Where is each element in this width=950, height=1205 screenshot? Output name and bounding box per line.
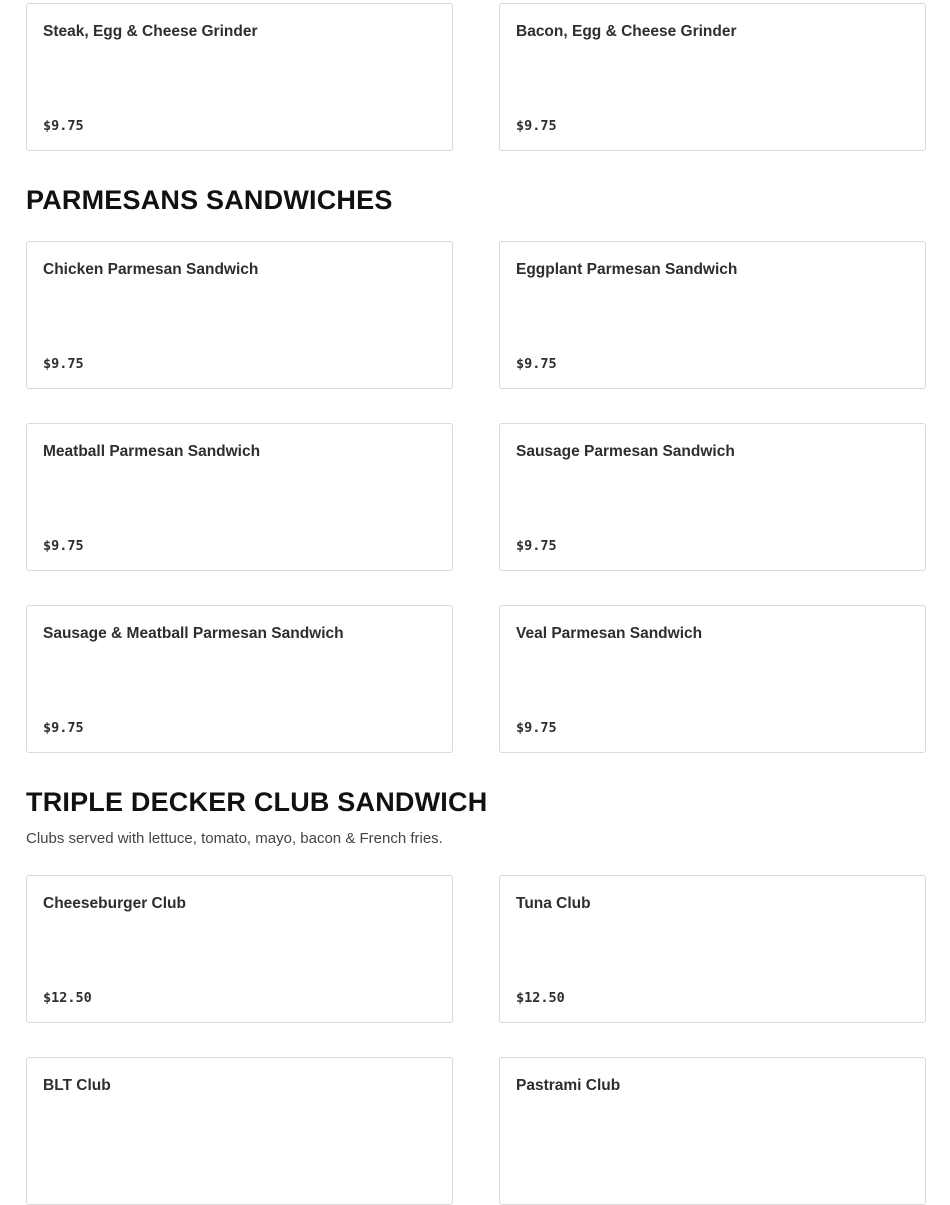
menu-item-price: $9.75 [516, 356, 557, 372]
menu-item-card[interactable] [499, 605, 926, 753]
section-title-club: TRIPLE DECKER CLUB SANDWICH [26, 787, 488, 817]
menu-item-price: $12.50 [516, 990, 565, 1006]
menu-item-price: $9.75 [516, 720, 557, 736]
menu-item-card[interactable] [26, 605, 453, 753]
menu-item-card[interactable] [499, 423, 926, 571]
menu-item-price: $12.50 [43, 990, 92, 1006]
menu-item-price: $9.75 [43, 356, 84, 372]
menu-item-price: $9.75 [43, 118, 84, 134]
menu-item-price: $9.75 [516, 538, 557, 554]
menu-item-card[interactable] [26, 241, 453, 389]
menu-item-card[interactable] [26, 875, 453, 1023]
menu-item-name: Pastrami Club [516, 1077, 621, 1094]
section-title-parmesans: PARMESANS SANDWICHES [26, 185, 393, 215]
menu-item-name: Tuna Club [516, 895, 591, 912]
menu-item-name: Chicken Parmesan Sandwich [43, 261, 259, 278]
menu-item-name: Steak, Egg & Cheese Grinder [43, 23, 258, 40]
menu-item-name: Veal Parmesan Sandwich [516, 625, 703, 642]
menu-item-name: Sausage Parmesan Sandwich [516, 443, 735, 460]
section-description: Clubs served with lettuce, tomato, mayo, bacon & French fries. [26, 830, 443, 847]
menu-item-name: Bacon, Egg & Cheese Grinder [516, 23, 737, 40]
menu-item-card[interactable] [499, 3, 926, 151]
menu-item-card[interactable] [26, 1057, 453, 1205]
menu-item-name: Eggplant Parmesan Sandwich [516, 261, 738, 278]
menu-item-card[interactable] [499, 875, 926, 1023]
menu-item-card[interactable] [26, 423, 453, 571]
menu-item-card[interactable] [499, 241, 926, 389]
menu-item-card[interactable] [26, 3, 453, 151]
menu-item-price: $9.75 [43, 538, 84, 554]
menu-item-name: Cheeseburger Club [43, 895, 186, 912]
menu-item-price: $9.75 [516, 118, 557, 134]
menu-item-name: BLT Club [43, 1077, 111, 1094]
menu-item-price: $9.75 [43, 720, 84, 736]
menu-item-name: Sausage & Meatball Parmesan Sandwich [43, 625, 344, 642]
menu-item-card[interactable] [499, 1057, 926, 1205]
menu-item-name: Meatball Parmesan Sandwich [43, 443, 261, 460]
